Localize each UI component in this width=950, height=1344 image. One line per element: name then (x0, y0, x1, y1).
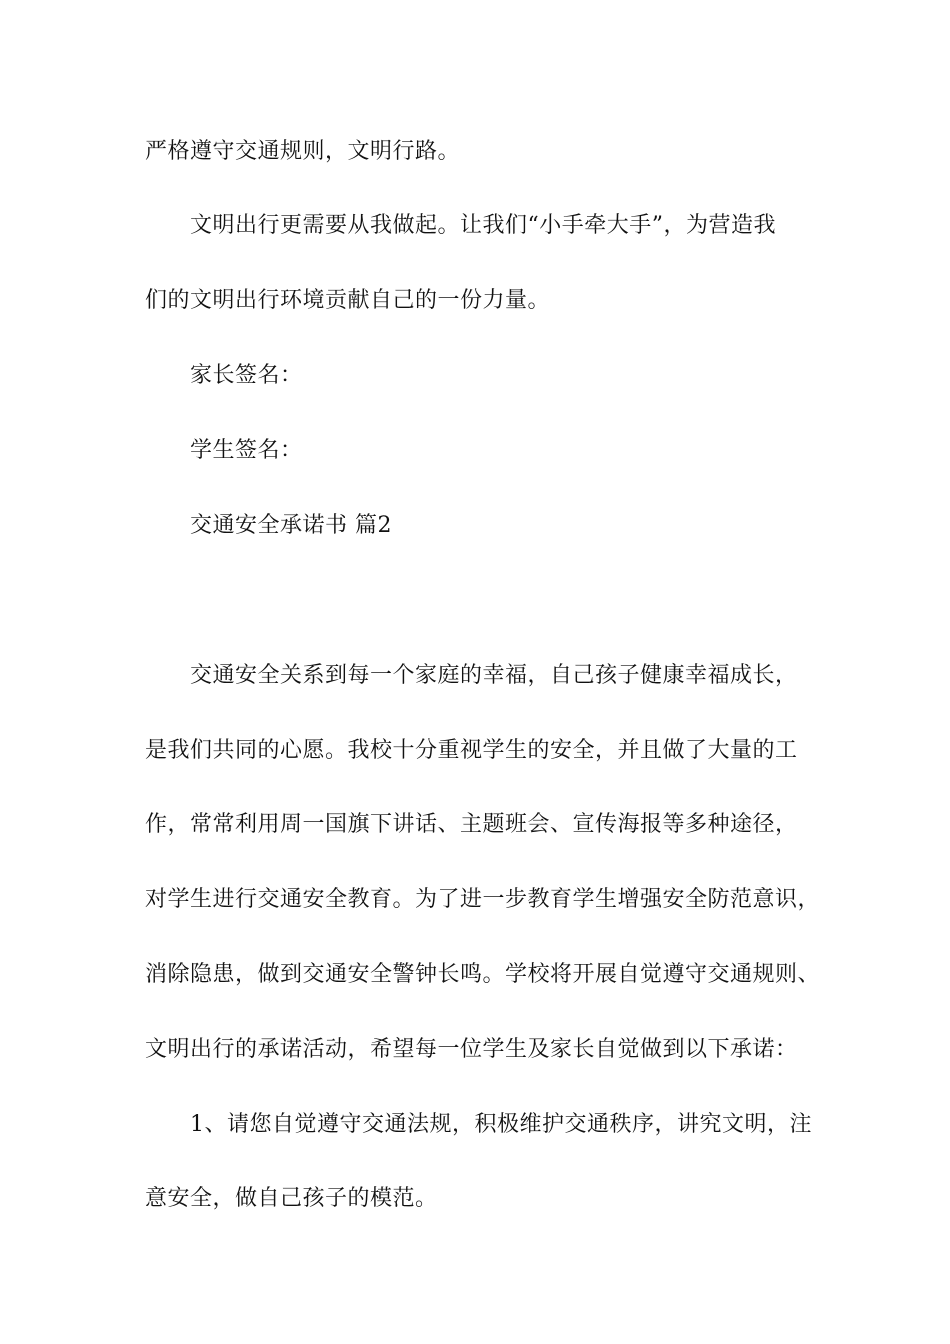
paragraph-line: 文明出行更需要从我做起。让我们“小手牵大手”，为营造我 (190, 213, 776, 238)
paragraph-line: 们的文明出行环境贡献自己的一份力量。 (145, 288, 551, 313)
paragraph-line: 消除隐患，做到交通安全警钟长鸣。学校将开展自觉遵守交通规则、 (145, 962, 821, 987)
paragraph-line: 是我们共同的心愿。我校十分重视学生的安全，并且做了大量的工 (145, 738, 798, 763)
student-signature-label: 学生签名： (190, 438, 303, 463)
list-item-line: 意安全，做自己孩子的模范。 (145, 1186, 438, 1211)
paragraph-line: 作，常常利用周一国旗下讲话、主题班会、宣传海报等多种途径， (145, 812, 798, 837)
paragraph-line: 严格遵守交通规则，文明行路。 (145, 139, 461, 164)
paragraph-line: 文明出行的承诺活动，希望每一位学生及家长自觉做到以下承诺： (145, 1037, 798, 1062)
section-heading: 交通安全承诺书 篇2 (190, 513, 392, 538)
paragraph-line: 对学生进行交通安全教育。为了进一步教育学生增强安全防范意识， (145, 887, 821, 912)
parent-signature-label: 家长签名： (190, 363, 303, 388)
paragraph-line: 交通安全关系到每一个家庭的幸福，自己孩子健康幸福成长， (190, 663, 798, 688)
list-item-line: 1、请您自觉遵守交通法规，积极维护交通秩序，讲究文明，注 (190, 1112, 812, 1137)
